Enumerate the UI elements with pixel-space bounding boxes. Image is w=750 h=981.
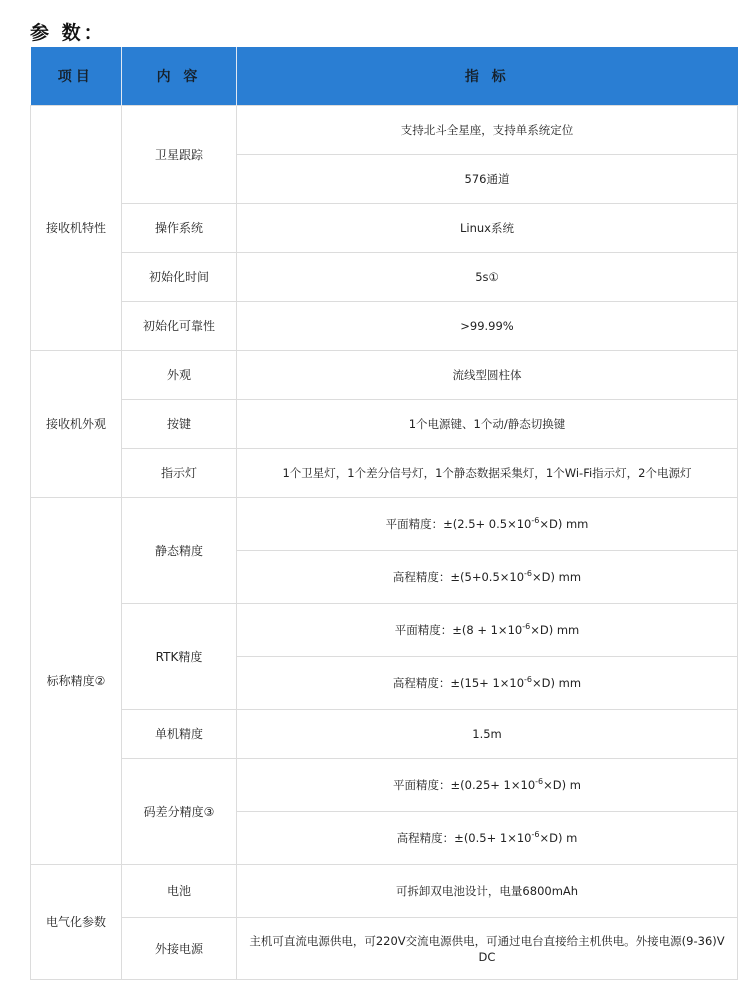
spec-table	[30, 47, 738, 980]
section-appearance: 接收机外观	[31, 351, 122, 498]
code-diff-plane-value: 平面精度：$\pm(0.25+ 1\times 10^{-6}\times D)$ m	[237, 759, 738, 812]
table-row	[31, 710, 738, 759]
page-title: 参 数：	[30, 22, 106, 44]
external-power-value: 主机可直流电源供电，可220V交流电源供电，可通过电台直接给主机供电。外接电源(9-36)V DC	[237, 918, 738, 980]
lights-value: 1个卫星灯，1个差分信号灯，1个静态数据采集灯，1个Wi-Fi指示灯，2个电源灯	[237, 449, 738, 498]
keys-value: 1个电源键、1个动/静态切换键	[237, 400, 738, 449]
rtk-plane-value: 平面精度：$\pm(8 + 1\times 10^{-6}\times D)$ mm	[237, 604, 738, 657]
section-electrical: 电气化参数	[31, 865, 122, 980]
row-label-look: 外观	[122, 351, 237, 400]
row-label-single: 单机精度	[122, 710, 237, 759]
static-plane-value: 平面精度：$\pm(2.5+ 0.5\times 10^{-6}\times D)$ mm	[237, 498, 738, 551]
row-label-rtk: RTK精度	[122, 604, 237, 710]
table-row	[31, 449, 738, 498]
table-row	[31, 918, 738, 980]
row-label-keys: 按键	[122, 400, 237, 449]
row-label-init-reliability: 初始化可靠性	[122, 302, 237, 351]
section-accuracy: 标称精度②	[31, 498, 122, 865]
header-content: 内 容	[122, 47, 237, 106]
row-label-code-diff: 码差分精度③	[122, 759, 237, 865]
row-label-lights: 指示灯	[122, 449, 237, 498]
row-label-battery: 电池	[122, 865, 237, 918]
table-row	[31, 204, 738, 253]
table-row	[31, 351, 738, 400]
battery-value: 可拆卸双电池设计，电量6800mAh	[237, 865, 738, 918]
tracking-value-2: 576通道	[237, 155, 738, 204]
init-time-value: 5s①	[237, 253, 738, 302]
os-value: Linux系统	[237, 204, 738, 253]
table-row	[31, 302, 738, 351]
table-row	[31, 865, 738, 918]
row-label-init-time: 初始化时间	[122, 253, 237, 302]
row-label-static: 静态精度	[122, 498, 237, 604]
header-item: 项目	[31, 47, 122, 106]
table-row	[31, 400, 738, 449]
look-value: 流线型圆柱体	[237, 351, 738, 400]
table-header-row	[31, 47, 738, 106]
table-row	[31, 759, 738, 812]
row-label-os: 操作系统	[122, 204, 237, 253]
tracking-value-1: 支持北斗全星座，支持单系统定位	[237, 106, 738, 155]
table-row	[31, 253, 738, 302]
code-diff-height-value: 高程精度：$\pm(0.5+ 1\times 10^{-6}\times D)$ m	[237, 812, 738, 865]
table-row	[31, 604, 738, 657]
row-label-tracking: 卫星跟踪	[122, 106, 237, 204]
table-row	[31, 498, 738, 551]
single-value: 1.5m	[237, 710, 738, 759]
header-spec: 指 标	[237, 47, 738, 106]
section-receiver: 接收机特性	[31, 106, 122, 351]
table-row	[31, 106, 738, 155]
rtk-height-value: 高程精度：$\pm(15+ 1\times 10^{-6}\times D)$ mm	[237, 657, 738, 710]
static-height-value: 高程精度：$\pm(5+0.5\times 10^{-6}\times D)$ mm	[237, 551, 738, 604]
row-label-external-power: 外接电源	[122, 918, 237, 980]
init-reliability-value: >99.99%	[237, 302, 738, 351]
